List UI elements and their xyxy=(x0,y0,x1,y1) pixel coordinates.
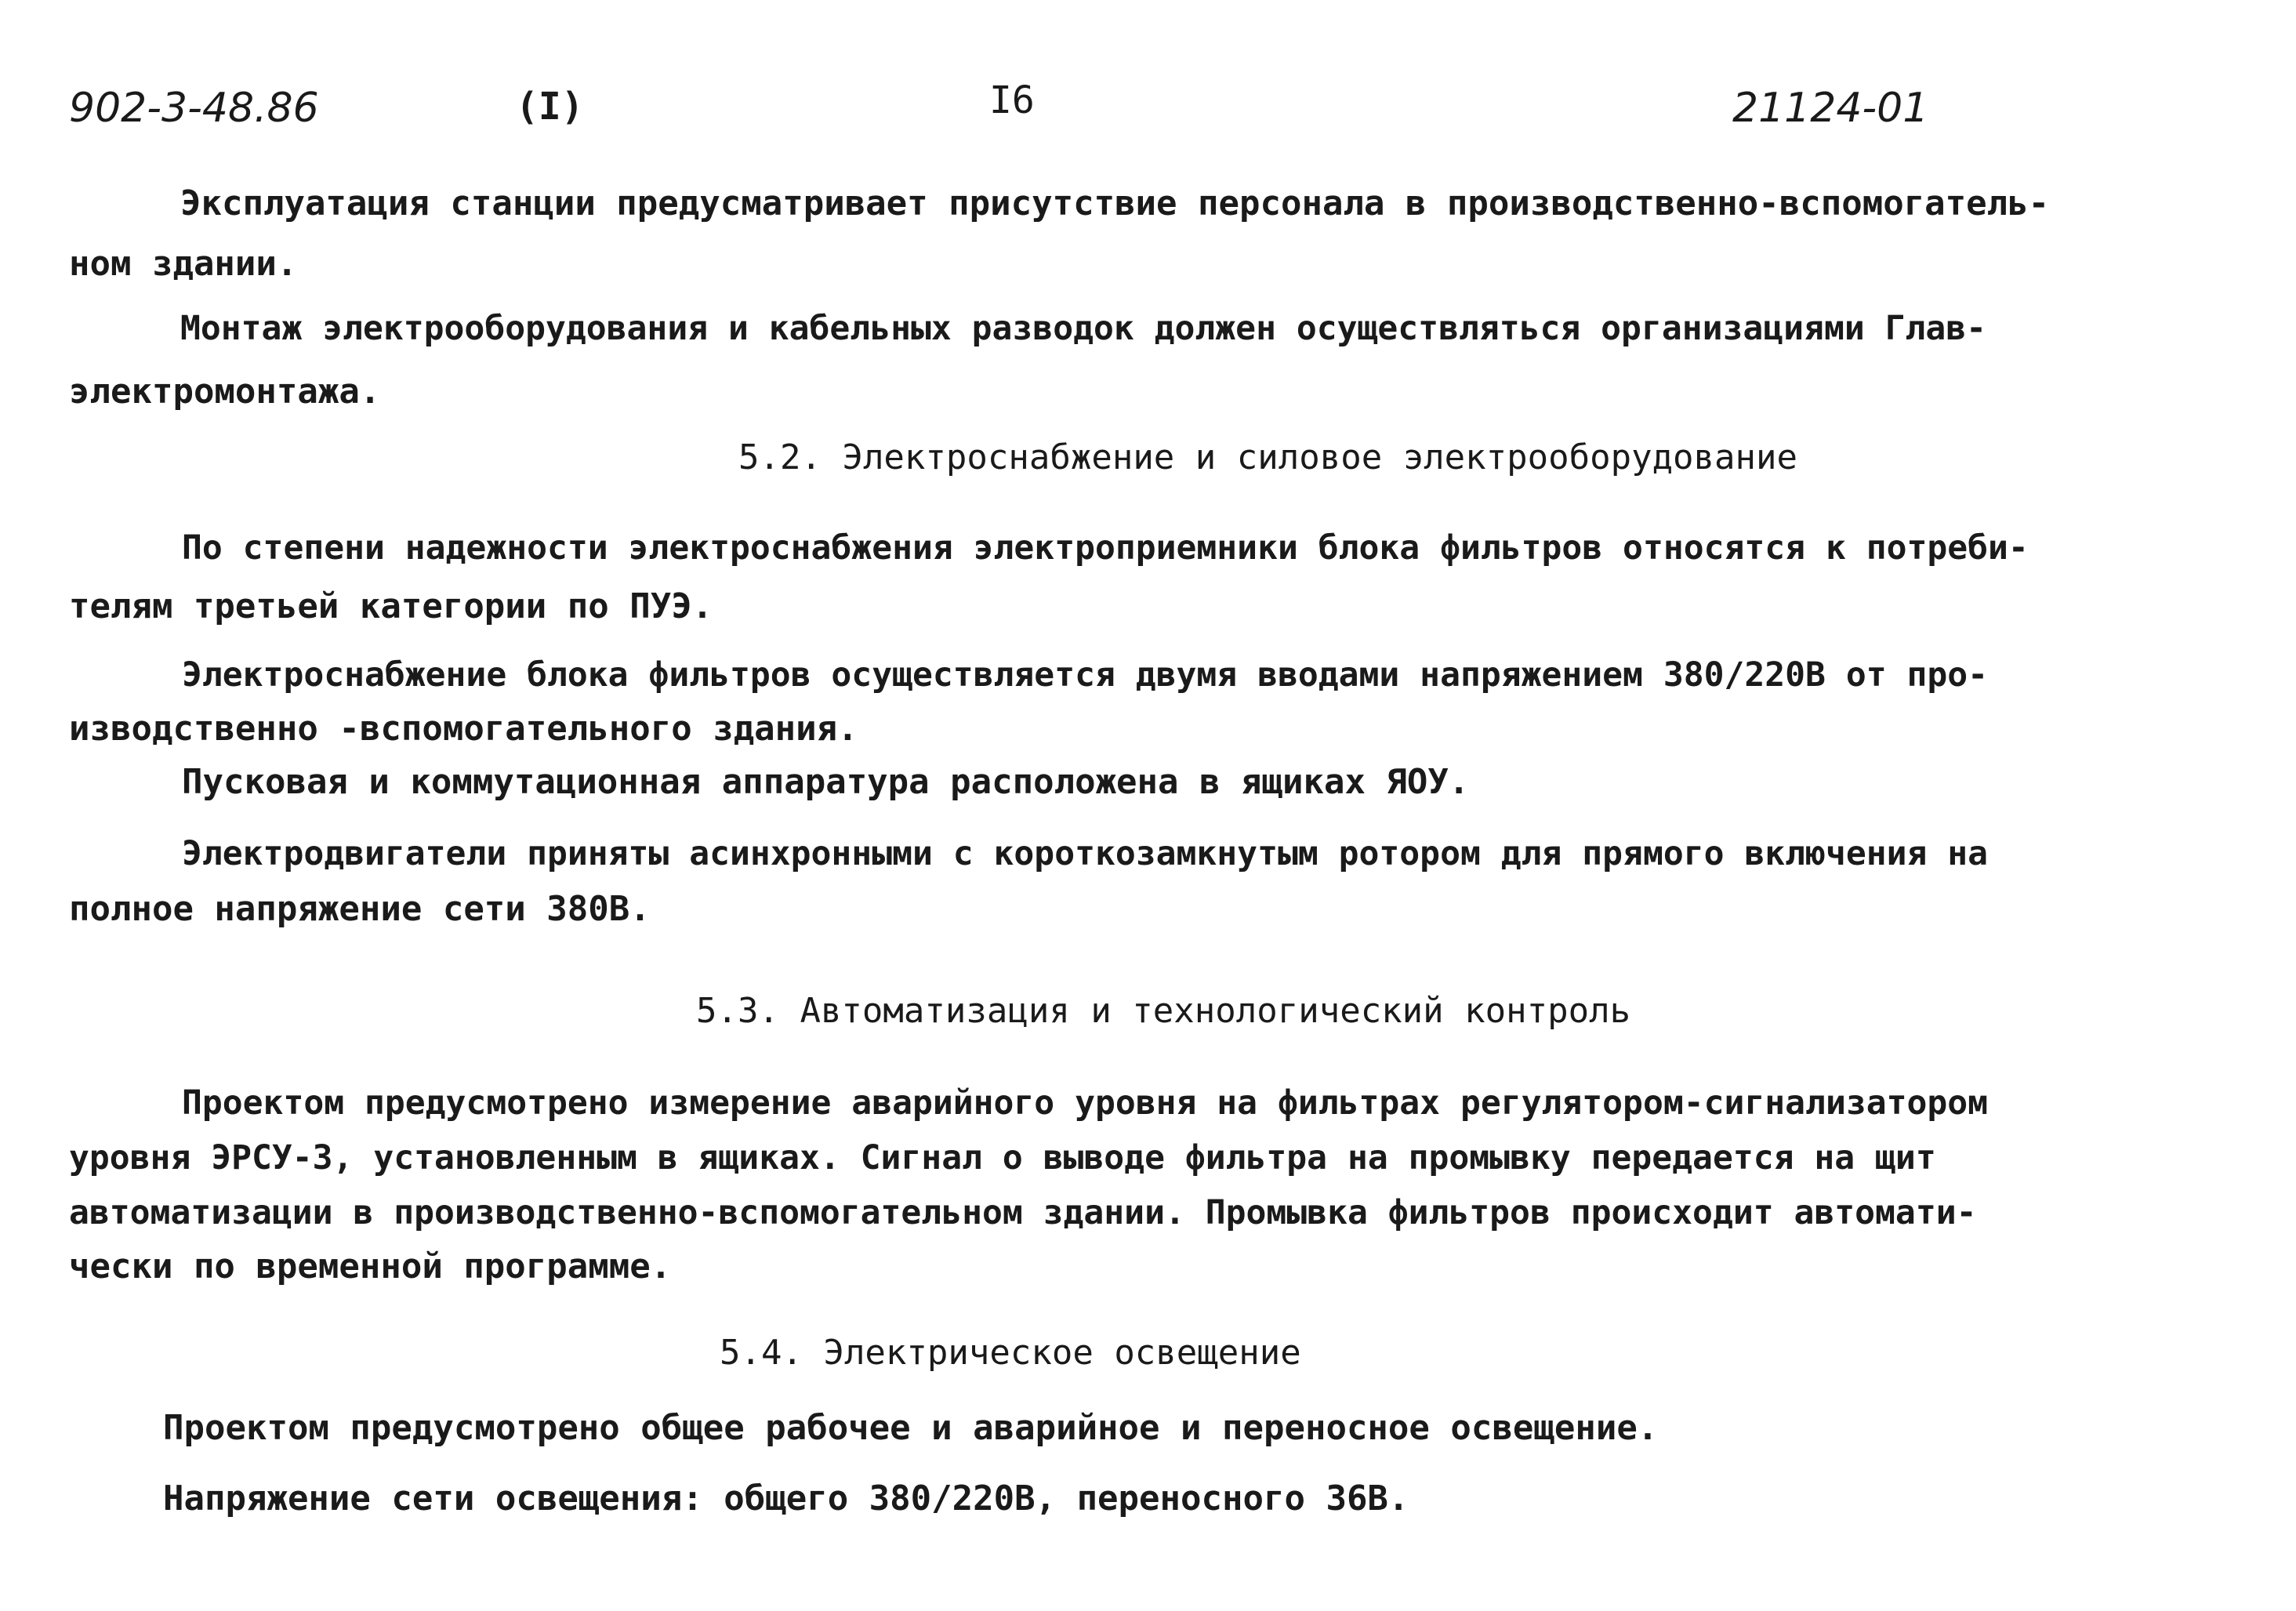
section-heading-5-3: 5.3. Автоматизация и технологический контроль xyxy=(696,991,1631,1031)
paragraph-line: чески по временной программе. xyxy=(69,1246,672,1286)
paragraph-line: ном здании. xyxy=(69,244,298,284)
paragraph-line: Электродвигатели приняты асинхронными с короткозамкнутым ротором для прямого включения на xyxy=(182,834,1989,873)
paragraph-line: По степени надежности электроснабжения электроприемники блока фильтров относятся к потреби- xyxy=(182,528,2029,568)
section-heading-5-2: 5.2. Электроснабжение и силовое электрооборудование xyxy=(738,437,1798,477)
part-number: (I) xyxy=(516,85,584,129)
sheet-code: 21124-01 xyxy=(1732,85,1929,132)
paragraph-line: изводственно -вспомогательного здания. xyxy=(69,709,858,749)
paragraph-line: Пусковая и коммутационная аппаратура расположена в ящиках ЯОУ. xyxy=(182,762,1470,802)
paragraph-line: телям третьей категории по ПУЭ. xyxy=(69,586,713,626)
paragraph-line: Проектом предусмотрено измерение аварийного уровня на фильтрах регулятором-сигнализатором xyxy=(182,1083,1989,1123)
section-heading-5-4: 5.4. Электрическое освещение xyxy=(720,1333,1301,1373)
paragraph-line: электромонтажа. xyxy=(69,372,381,412)
page-number: I6 xyxy=(989,78,1035,122)
doc-code: 902-3-48.86 xyxy=(69,85,319,132)
paragraph-line: уровня ЭРСУ-3, установленным в ящиках. Сигнал о выводе фильтра на промывку передается на щит xyxy=(69,1138,1936,1177)
paragraph-line: Монтаж электрооборудования и кабельных разводок должен осуществляться организациями Глав- xyxy=(180,309,1987,348)
paragraph-line: Эксплуатация станции предусматривает присутствие персонала в производственно-вспомогатель- xyxy=(180,183,2050,223)
paragraph-line: полное напряжение сети 380В. xyxy=(69,889,651,929)
paragraph-line: Электроснабжение блока фильтров осуществляется двумя вводами напряжением 380/220В от про- xyxy=(182,655,1989,695)
paragraph-line: Проектом предусмотрено общее рабочее и аварийное и переносное освещение. xyxy=(163,1408,1659,1448)
paragraph-line: автоматизации в производственно-вспомогательном здании. Промывка фильтров происходит автомати- xyxy=(69,1193,1977,1232)
paragraph-line: Напряжение сети освещения: общего 380/220В, переносного 36В. xyxy=(163,1479,1409,1518)
